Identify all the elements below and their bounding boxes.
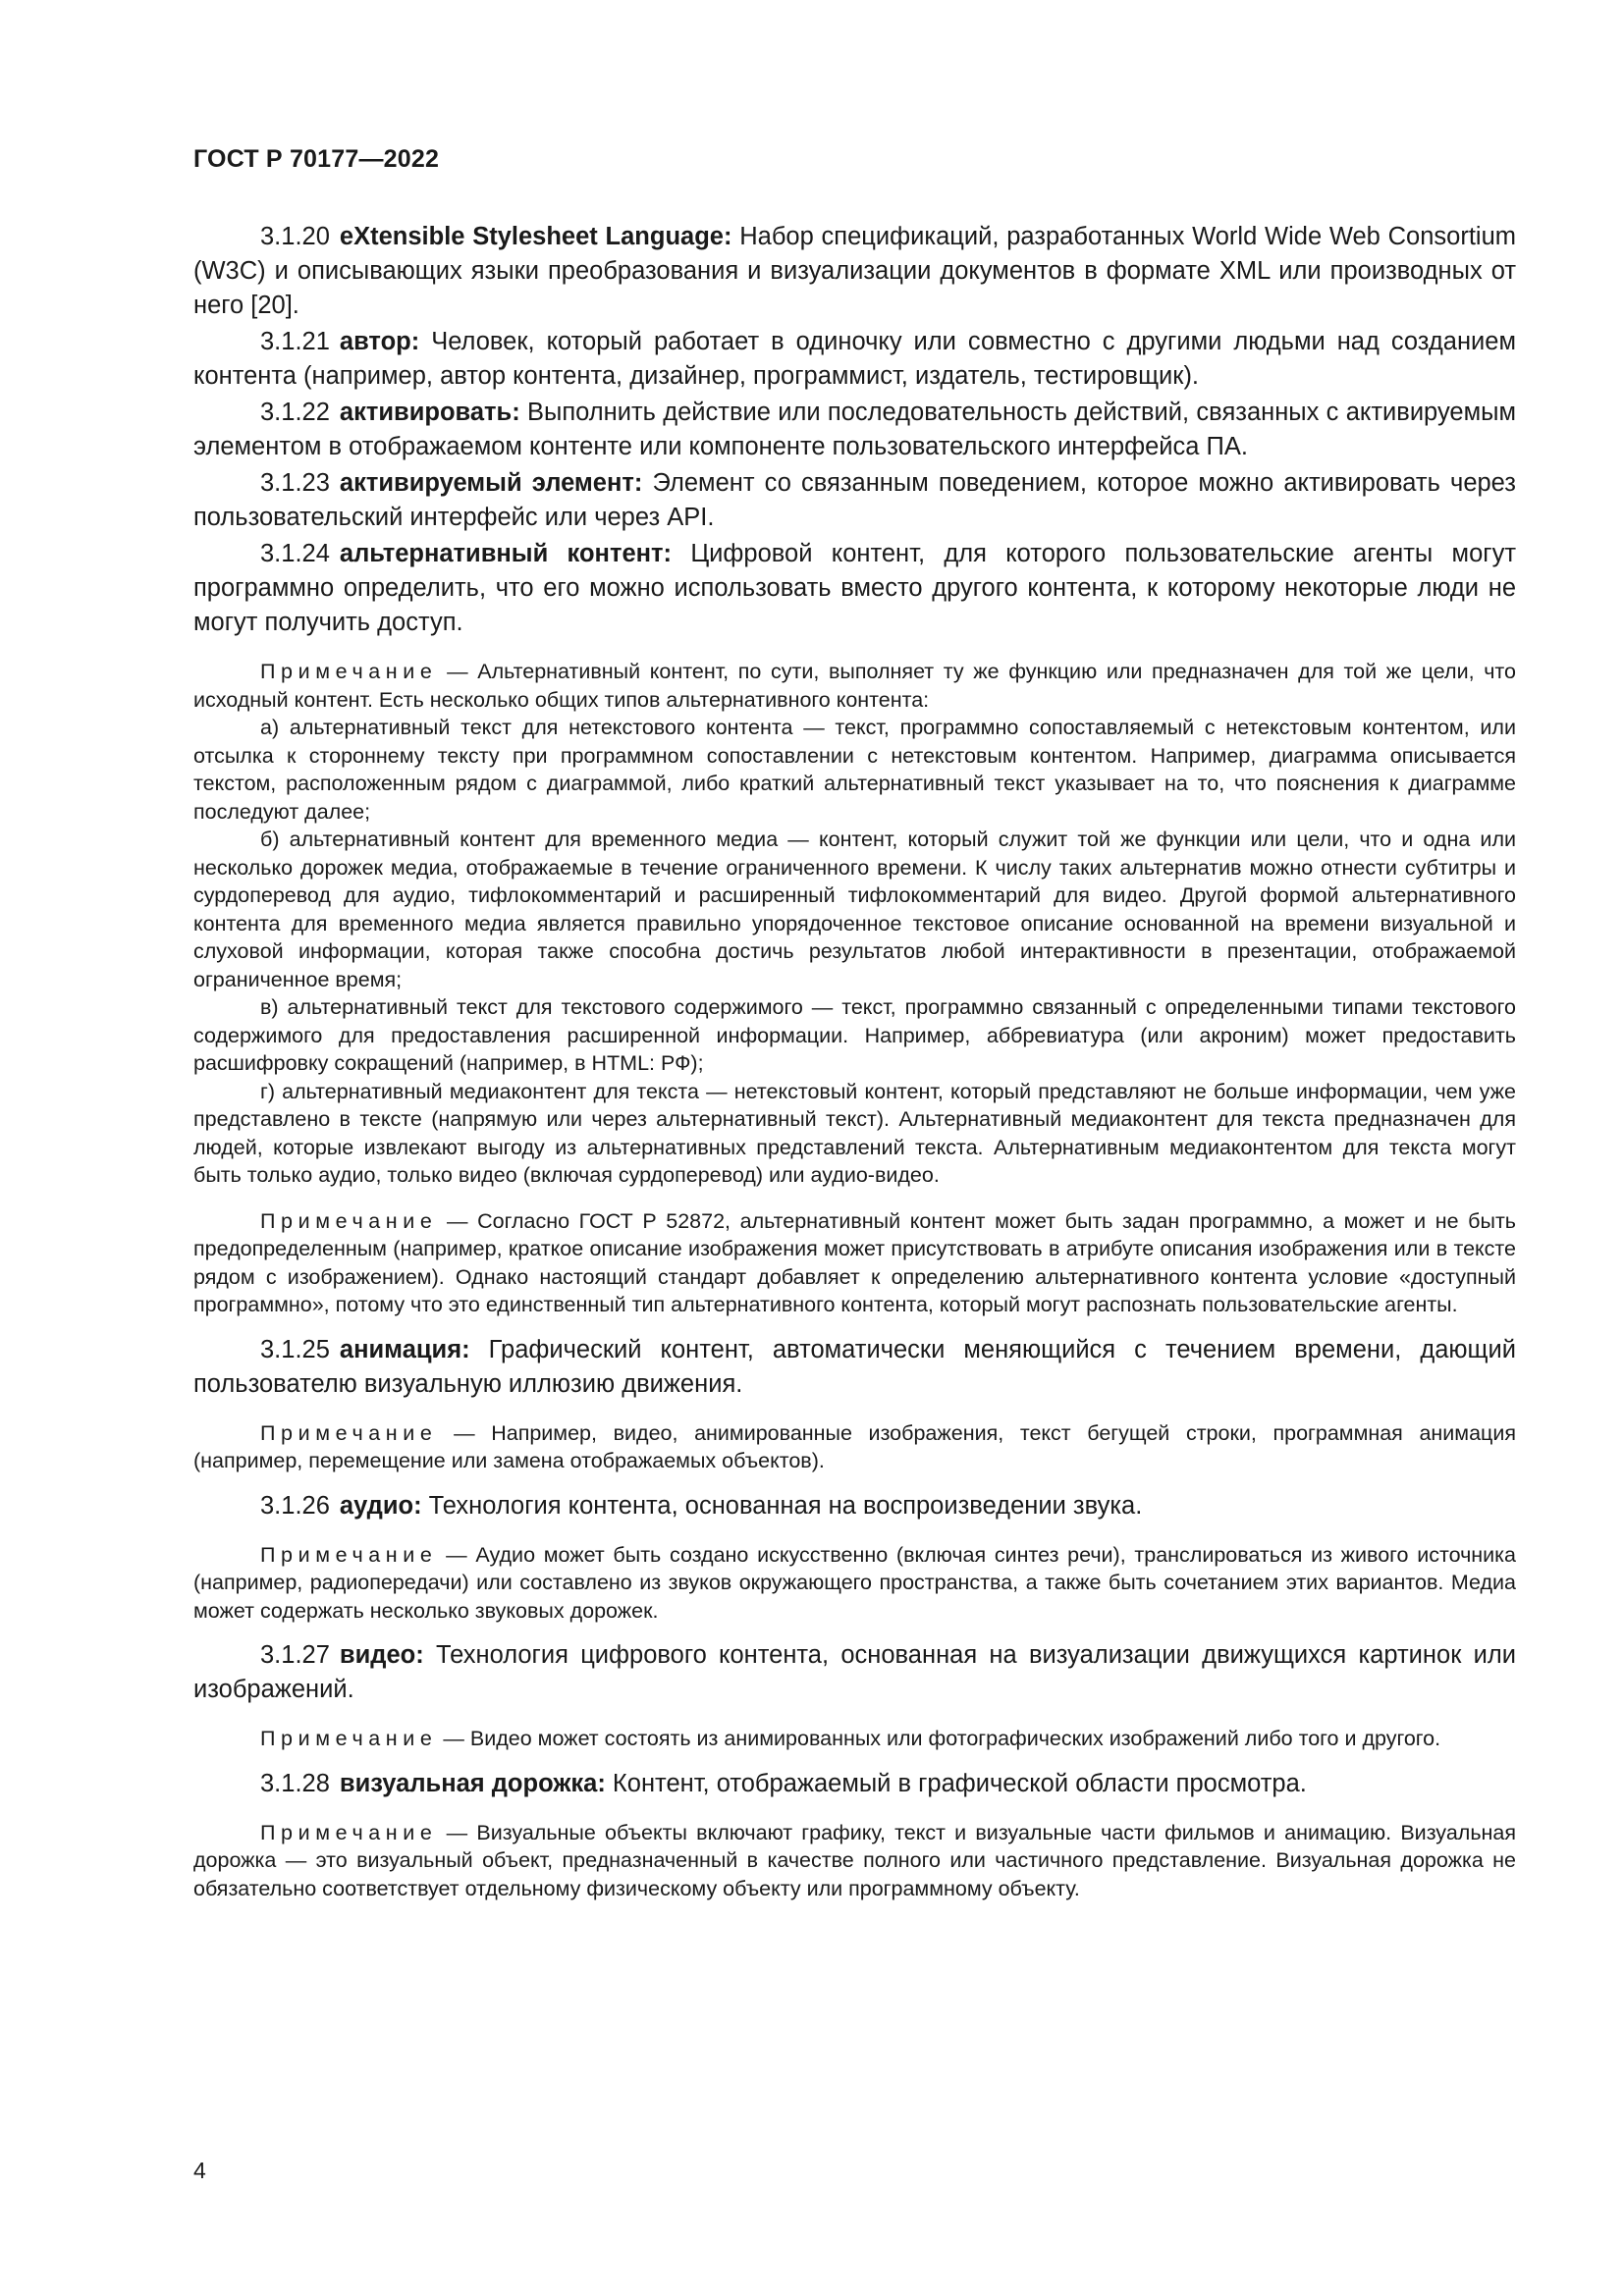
note-label: Примечание [260, 1420, 438, 1445]
note-text: — Визуальные объекты включают графику, текст и визуальные части фильмов и анимацию. Визуальная дорожка — это визуальный объект, предназначенный в качестве полного или частичного представление. Визуальная дорожка не обязательно соответствует отдельному физическому объекту или программному объекту. [193, 1820, 1516, 1900]
term-number: 3.1.28 [260, 1769, 330, 1797]
note-label: Примечание [260, 1727, 438, 1750]
note-label: Примечание [260, 1208, 438, 1233]
term-3-1-23 [193, 466, 1516, 535]
term-name: активируемый элемент: [339, 469, 643, 497]
term-name: аудио: [339, 1491, 422, 1520]
term-number: 3.1.24 [260, 540, 330, 567]
term-3-1-21 [193, 325, 1516, 394]
term-definition: Графический контент, автоматически меняющийся с течением времени, дающий пользователю визуальную иллюзию движения. [193, 1335, 1516, 1398]
document-header: ГОСТ Р 70177—2022 [193, 145, 440, 173]
term-3-1-28 [193, 1767, 1516, 1801]
note-text: — Видео может состоять из анимированных или фотографических изображений либо того и другого. [437, 1727, 1441, 1750]
term-definition: Контент, отображаемый в графической области просмотра. [605, 1769, 1307, 1797]
term-number: 3.1.23 [260, 469, 330, 497]
term-definition: Выполнить действие или последовательность действий, связанных с активируемым элементом в отображаемом контенте или компоненте пользовательского интерфейса ПА. [193, 399, 1516, 460]
term-3-1-22 [193, 396, 1516, 464]
note-text: — Альтернативный контент, по сути, выполняет ту же функцию или предназначен для той же цели, что исходный контент. Есть несколько общих типов альтернативного контента: [193, 660, 1516, 712]
term-number: 3.1.27 [260, 1641, 330, 1669]
note-text: — Согласно ГОСТ Р 52872, альтернативный контент может быть задан программно, а может и не быть предопределенным (например, краткое описание изображения может присутствовать в атрибуте описания изображения или в тексте рядом с изображением). Однако настоящий стандарт добавляет к определению альтернативного контента условие «доступный программно», потому что это единственный тип альтернативного контента, который могут распознать пользовательские агенты. [193, 1208, 1516, 1316]
note-3-1-27 [193, 1725, 1516, 1753]
term-name: анимация: [339, 1335, 470, 1363]
term-3-1-20 [193, 220, 1516, 323]
term-definition: Технология цифрового контента, основанная на визуализации движущихся картинок или изображений. [193, 1641, 1516, 1703]
note-label: Примечание [260, 1820, 438, 1844]
note-list-item: б) альтернативный контент для временного медиа — контент, который служит той же функции или цели, что и одна или несколько дорожек медиа, отображаемые в течение ограниченного времени. К числу таких альтернатив можно отнести субтитры и сурдоперевод для аудио, тифлокомментарий и расширенный тифлокомментарий для видео. Другой формой альтернативного контента для временного медиа является правильно упорядоченное текстовое описание основанной на времени визуальной и слуховой информации, которая также способна достичь результатов любой интерактивности в презентации, отображаемой ограниченное время; [193, 828, 1516, 991]
term-definition: Технология контента, основанная на воспроизведении звука. [421, 1491, 1143, 1520]
term-number: 3.1.26 [260, 1491, 330, 1520]
term-number: 3.1.25 [260, 1335, 330, 1363]
note-list-item: а) альтернативный текст для нетекстового контента — текст, программно сопоставляемый с нетекстовым контентом, или отсылка к стороннему тексту при программном сопоставлении с нетекстовым контентом. Например, диаграмма описывается текстом, расположенным рядом с диаграммой, либо краткий альтернативный текст указывает на то, что пояснения к диаграмме последуют далее; [193, 716, 1516, 824]
term-name: видео: [339, 1641, 424, 1669]
note-3-1-28 [193, 1819, 1516, 1903]
term-3-1-27 [193, 1638, 1516, 1707]
term-definition: Цифровой контент, для которого пользовательские агенты могут программно определить, что его можно использовать вместо другого контента, к которому некоторые люди не могут получить доступ. [193, 540, 1516, 636]
note-label: Примечание [260, 1542, 438, 1567]
note-3-1-24-b [193, 1207, 1516, 1319]
note-3-1-26 [193, 1541, 1516, 1626]
note-list-item: в) альтернативный текст для текстового содержимого — текст, программно связанный с определенными типами текстового содержимого для предоставления расширенной информации. Например, аббревиатура (или акроним) может предоставить расшифровку сокращений (например, в HTML: РФ); [193, 995, 1516, 1075]
note-text: — Аудио может быть создано искусственно (включая синтез речи), транслироваться из живого источника (например, радиопередачи) или составлено из звуков окружающего пространства, а также быть сочетанием этих вариантов. Медиа может содержать несколько звуковых дорожек. [193, 1542, 1516, 1623]
term-name: автор: [339, 328, 420, 355]
term-3-1-24 [193, 537, 1516, 640]
term-name: активировать: [339, 399, 520, 426]
term-definition: Элемент со связанным поведением, которое можно активировать через пользовательский интерфейс или через API. [193, 469, 1516, 531]
term-3-1-26 [193, 1489, 1516, 1523]
page-number: 4 [193, 2158, 206, 2183]
term-number: 3.1.21 [260, 328, 330, 355]
term-name: альтернативный контент: [339, 540, 673, 567]
term-name: eXtensible Stylesheet Language: [339, 223, 732, 250]
note-label: Примечание [260, 660, 438, 683]
term-name: визуальная дорожка: [339, 1769, 606, 1797]
note-list-item: г) альтернативный медиаконтент для текста — нетекстовый контент, который представляют не больше информации, чем уже представлено в тексте (напрямую или через альтернативный текст). Альтернативный медиаконтент для текста предназначен для людей, которые извлекают выгоду из альтернативных представлений текста. Альтернативным медиаконтентом для текста могут быть только аудио, только видео (включая сурдоперевод) или аудио-видео. [193, 1079, 1516, 1187]
term-3-1-25 [193, 1333, 1516, 1402]
note-3-1-24-a [193, 658, 1516, 714]
document-body [193, 220, 1516, 1902]
note-text: — Например, видео, анимированные изображения, текст бегущей строки, программная анимация (например, перемещение или замена отображаемых объектов). [193, 1420, 1516, 1472]
term-number: 3.1.22 [260, 399, 330, 426]
note-3-1-25 [193, 1419, 1516, 1475]
term-definition: Человек, который работает в одиночку или совместно с другими людьми над созданием контента (например, автор контента, дизайнер, программист, издатель, тестировщик). [193, 328, 1516, 390]
term-definition: Набор спецификаций, разработанных World Wide Web Consortium (W3C) и описывающих языки преобразования и визуализации документов в формате XML или производных от него [20]. [193, 223, 1516, 319]
term-number: 3.1.20 [260, 223, 330, 250]
